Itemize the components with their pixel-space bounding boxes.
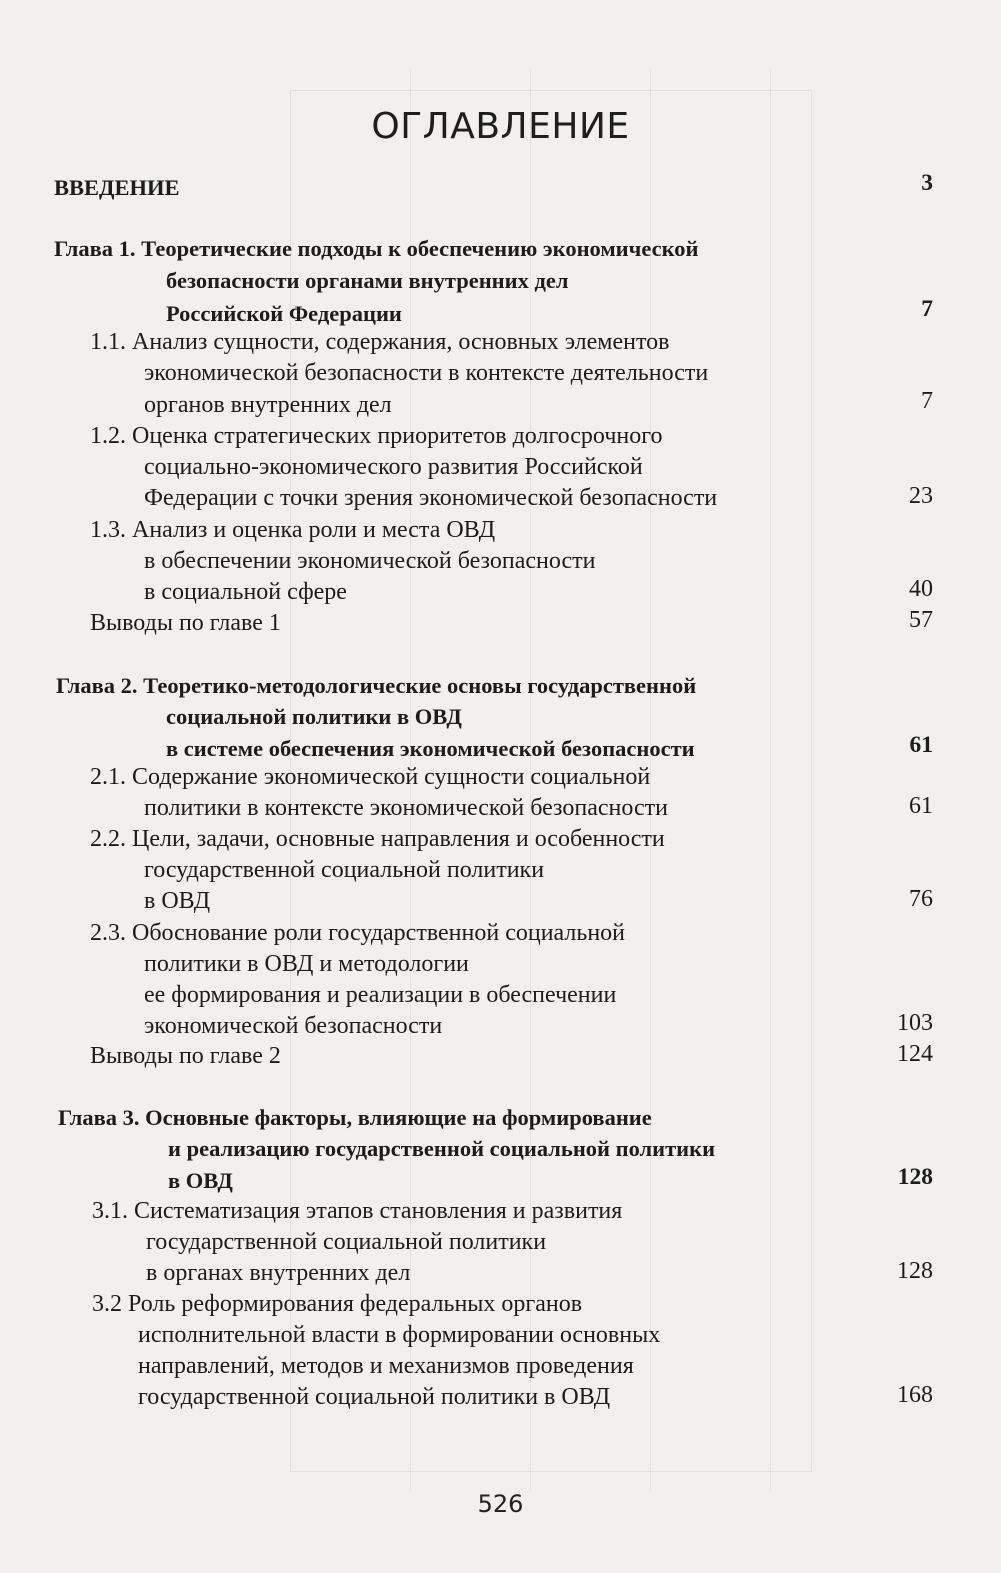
section-1-1-page: 7 [921, 388, 933, 414]
chapter2-heading-line1[interactable]: Глава 2. Теоретико-методологические основы государственной [56, 673, 697, 698]
section-1-2-line2[interactable]: социально-экономического развития Российской [144, 454, 643, 480]
section-2-2-line2[interactable]: государственной социальной политики [144, 857, 545, 883]
section-2-1-page: 61 [909, 793, 933, 819]
section-1-1-line2[interactable]: экономической безопасности в контексте деятельности [144, 360, 709, 386]
chapter3-heading-line1[interactable]: Глава 3. Основные факторы, влияющие на формирование [58, 1105, 652, 1130]
section-1-2-line1[interactable]: 1.2. Оценка стратегических приоритетов долгосрочного [90, 423, 663, 449]
section-2-1-line1[interactable]: 2.1. Содержание экономической сущности социальной [90, 764, 651, 790]
section-3-2-line4[interactable]: государственной социальной политики в ОВД [138, 1384, 611, 1410]
section-3-1-line1[interactable]: 3.1. Систематизация этапов становления и развития [92, 1198, 623, 1224]
section-2-1-line2[interactable]: политики в контексте экономической безопасности [144, 795, 668, 821]
chapter2-heading-line2[interactable]: социальной политики в ОВД [166, 704, 462, 729]
section-2-3-line2[interactable]: политики в ОВД и методологии [144, 951, 469, 977]
chapter1-conclusions[interactable]: Выводы по главе 1 [90, 610, 281, 636]
section-2-2-page: 76 [909, 886, 933, 912]
chapter1-conclusions-page: 57 [909, 607, 933, 633]
intro-page: 3 [921, 170, 933, 196]
chapter3-heading-line2[interactable]: и реализацию государственной социальной политики [168, 1136, 716, 1161]
section-1-3-line1[interactable]: 1.3. Анализ и оценка роли и места ОВД [90, 517, 496, 543]
page-number: 526 [477, 1490, 524, 1518]
section-2-2-line1[interactable]: 2.2. Цели, задачи, основные направления и особенности [90, 826, 665, 852]
chapter1-heading-line3[interactable]: Российской Федерации [166, 301, 402, 326]
section-2-3-line3[interactable]: ее формирования и реализации в обеспечении [144, 982, 617, 1008]
section-1-2-page: 23 [909, 483, 933, 509]
chapter3-heading-line3[interactable]: в ОВД [168, 1168, 233, 1193]
section-1-2-line3[interactable]: Федерации с точки зрения экономической безопасности [144, 485, 718, 511]
section-2-3-line4[interactable]: экономической безопасности [144, 1013, 443, 1039]
page-title: ОГЛАВЛЕНИЕ [371, 106, 630, 147]
section-1-1-line1[interactable]: 1.1. Анализ сущности, содержания, основных элементов [90, 329, 670, 355]
section-1-3-line3[interactable]: в социальной сфере [144, 579, 347, 605]
chapter1-heading-line1[interactable]: Глава 1. Теоретические подходы к обеспечению экономической [54, 236, 699, 261]
chapter2-page: 61 [909, 732, 933, 758]
section-3-2-line1[interactable]: 3.2 Роль реформирования федеральных органов [92, 1291, 583, 1317]
intro-label[interactable]: ВВЕДЕНИЕ [54, 175, 180, 200]
section-3-2-page: 168 [897, 1382, 933, 1408]
chapter1-heading-line2[interactable]: безопасности органами внутренних дел [166, 268, 569, 293]
section-2-2-line3[interactable]: в ОВД [144, 888, 211, 914]
chapter1-page: 7 [921, 296, 933, 322]
section-1-3-page: 40 [909, 576, 933, 602]
section-3-1-line3[interactable]: в органах внутренних дел [146, 1260, 411, 1286]
section-1-1-line3[interactable]: органов внутренних дел [144, 392, 392, 418]
section-1-3-line2[interactable]: в обеспечении экономической безопасности [144, 548, 596, 574]
chapter2-heading-line3[interactable]: в системе обеспечения экономической безопасности [166, 736, 695, 761]
chapter2-conclusions[interactable]: Выводы по главе 2 [90, 1043, 281, 1069]
section-2-3-page: 103 [897, 1010, 933, 1036]
section-3-1-line2[interactable]: государственной социальной политики [146, 1229, 547, 1255]
section-2-3-line1[interactable]: 2.3. Обоснование роли государственной социальной [90, 920, 626, 946]
section-3-2-line2[interactable]: исполнительной власти в формировании основных [138, 1322, 661, 1348]
chapter3-page: 128 [897, 1164, 933, 1190]
chapter2-conclusions-page: 124 [897, 1041, 933, 1067]
section-3-1-page: 128 [897, 1258, 933, 1284]
section-3-2-line3[interactable]: направлений, методов и механизмов проведения [138, 1353, 634, 1379]
